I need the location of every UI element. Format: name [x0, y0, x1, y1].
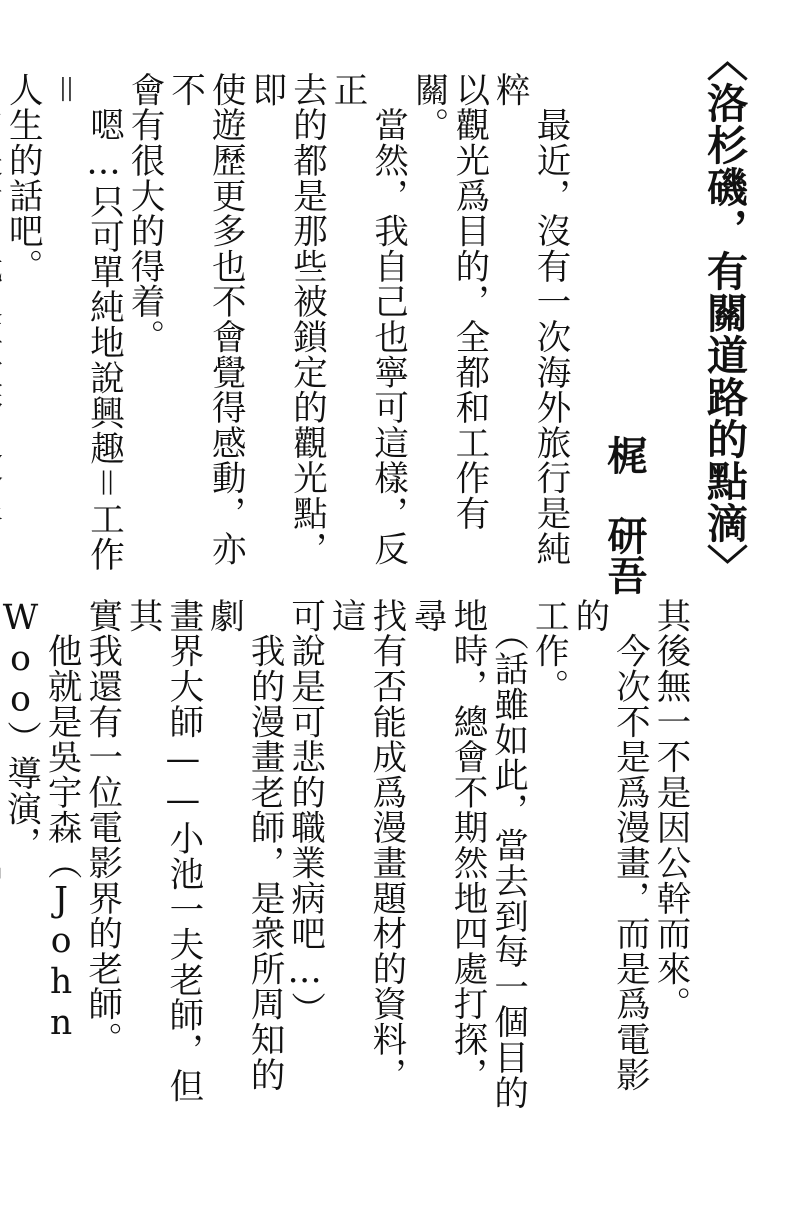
text-line: 當然，我自己也寧可這樣，反正 [327, 72, 408, 567]
article-title: 〈洛杉磯，有關道路的點滴〉 [700, 40, 748, 586]
text-line: 今次不是爲漫畫，而是爲電影的 [568, 598, 650, 1093]
text-line: 最近，沒有一次海外旅行是純粹 [489, 72, 570, 567]
text-line: 其後無一不是因公幹而來。 [650, 598, 690, 1022]
text-line: （話雖如此，當去到每一個目的 [487, 598, 528, 1111]
text-line: 找有否能成爲漫畫題材的資料，這 [325, 598, 406, 1093]
text-line: 人生的話吧。 [2, 72, 43, 284]
text-line: 使遊歷更多也不會覺得感動，亦不 [164, 72, 246, 567]
text-line: 可說是可悲的職業病吧…） [284, 598, 325, 1028]
text-line: 他就是吳宇森（John Woo）導演， [0, 598, 82, 1044]
text-line: 工作。 [528, 598, 569, 704]
text-line: 以觀光爲目的，全都和工作有關。 [408, 72, 489, 531]
author-name: 梶 研吾 [601, 435, 647, 595]
text-line: 去的都是那些被鎖定的觀光點，即 [245, 72, 327, 567]
text-line: 畫界大師——小池一夫老師，但其 [122, 598, 203, 1104]
text-line: 我的漫畫老師，是衆所周知的劇 [203, 598, 285, 1093]
text-line: 嗯…只可單純地說興趣＝工作＝ [42, 72, 124, 572]
text-line: 會有很大的得着。 [124, 72, 165, 355]
upper-text-column [2, 72, 570, 592]
text-line: 實我還有一位電影界的老師。 [81, 598, 122, 1057]
text-line [0, 72, 2, 592]
lower-text-column [0, 598, 690, 1118]
text-line: 地時，總會不期然地四處打探，尋 [406, 598, 488, 1093]
